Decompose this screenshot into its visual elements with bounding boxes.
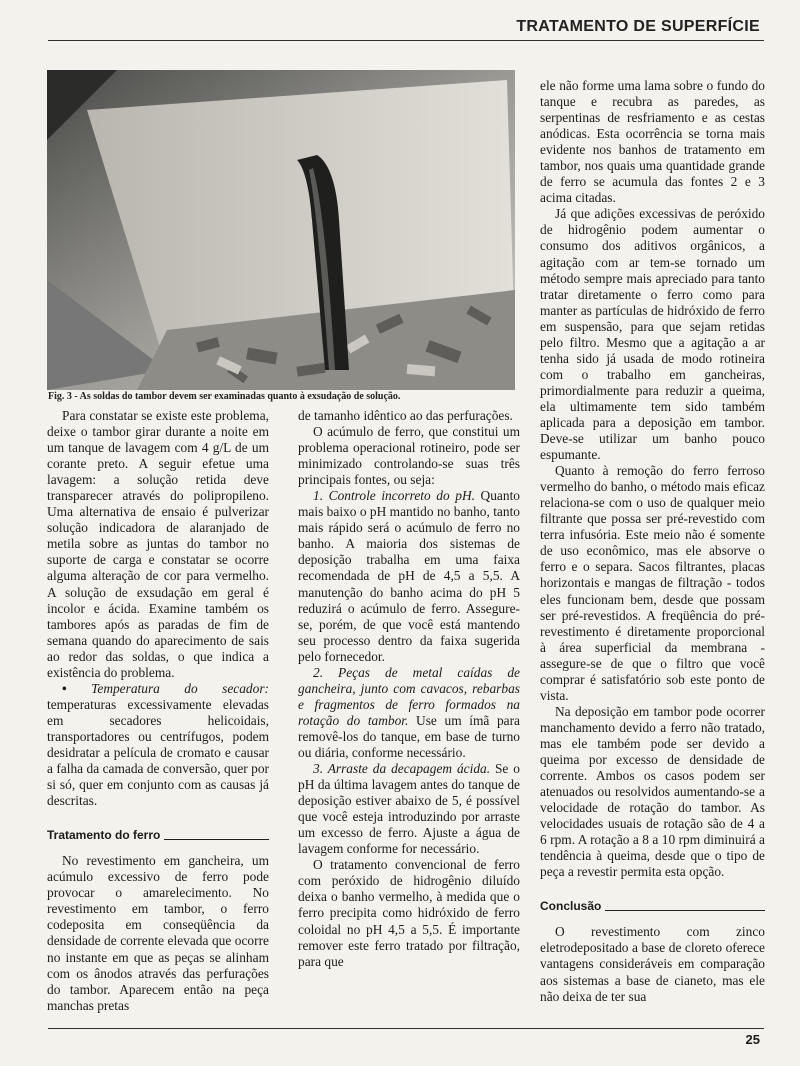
list-item-title: 2. Peças de metal caídas de gancheira, junto com cavacos, rebarbas e fragmentos de ferro formados na rotação do tambor. — [298, 664, 520, 728]
paragraph: O acúmulo de ferro, que constitui um problema operacional rotineiro, pode ser minimizado controlando-se suas três principais fontes, ou seja: — [298, 424, 520, 488]
section-rule — [605, 910, 765, 911]
figure-photo — [47, 70, 515, 390]
column-2 — [298, 408, 520, 970]
footer-rule — [48, 1028, 764, 1029]
paragraph: de tamanho idêntico ao das perfurações. — [298, 408, 513, 423]
bullet-term: Temperatura do secador: — [91, 680, 269, 696]
paragraph: No revestimento em gancheira, um acúmulo excessivo de ferro pode provocar o amarelecimento. No revestimento em tambor, o ferro codeposita em conseqüência da densidade de corrente elevada que ocorre no instante em que as peças se alinham com os ânodos através das perfurações do tambor. Aparecem então na peça manchas pretas — [47, 853, 269, 1013]
section-title: Tratamento do ferro — [47, 828, 161, 843]
paragraph: Quanto à remoção do ferro ferroso vermelho do banho, o método mais eficaz relaciona-se com o uso de qualquer meio filtrante que possa ser pré-revestido com terra infusória. Este meio não é somente de uso econômico, mas ele absorve o ferro e o separa. Sacos filtrantes, placas horizontais e mangas de filtração - todos eles funcionam bem, desde que possam ser pré-revestidos. A freqüência do pré-revestimento é diretamente proporcional à área superficial da membrana - assegure-se de que o filtro que você comprar é satisfatório sob este ponto de vista. — [540, 463, 765, 703]
running-header: TRATAMENTO DE SUPERFÍCIE — [516, 18, 760, 35]
column-3 — [540, 78, 765, 1005]
list-item-2 — [298, 665, 520, 761]
page-number: 25 — [745, 1032, 760, 1047]
section-heading-conclusao — [540, 898, 765, 914]
section-rule — [164, 839, 269, 840]
list-item-body: Quanto mais baixo o pH mantido no banho, tanto mais rápido será o acúmulo de ferro no banho. A maioria dos sistemas de deposição trabalha em uma faixa recomendada de pH de 4,5 a 5,5. A manutenção do banho acima do pH 5 reduzirá o acúmulo de ferro. Assegure-se, porém, de que você está mantendo seu processo dentro da faixa sugerida pelo fornecedor. — [298, 488, 520, 664]
drum-weld-photo — [47, 70, 515, 390]
section-heading-ferro — [47, 827, 269, 843]
list-item-body: Se o pH da última lavagem antes do tanque de deposição estiver abaixo de 5, é possível que você esteja introduzindo por arraste um excesso de ferro. Ajuste a água de lavagem conforme for necessário. — [298, 761, 520, 857]
bullet-body: temperaturas excessivamente elevadas em secadores helicoidais, transportadores ou centrífugos, podem desidratar a película de cromato e causar a falha da camada de conversão, quer por si só, quer em conjunto com as causas já descritas. — [47, 696, 269, 809]
paragraph: ele não forme uma lama sobre o fundo do tanque e recubra as paredes, as serpentinas de resfriamento e as cestas anódicas. Esta ocorrência se torna mais evidente nos banhos de tratamento em tambor, nos quais uma quantidade grande de ferro se acumula das fontes 2 e 3 acima citadas. — [540, 78, 765, 206]
list-item-body: Use um ímã para removê-los do tanque, em base de turno ou diária, conforme necessário. — [298, 712, 521, 760]
paragraph: O tratamento convencional de ferro com peróxido de hidrogênio diluído deixa o banho vermelho, à medida que o ferro precipita como hidróxido de ferro coloidal no pH 4,5 a 5,5. É importante remover este ferro tratado por filtração, para que — [298, 857, 520, 969]
paragraph: O revestimento com zinco eletrodepositado a base de cloreto oferece vantagens consideráveis em comparação aos sistemas a base de cianeto, mas ele não deixa de ter sua — [540, 924, 765, 1004]
list-item-title: 3. Arraste da decapagem ácida. — [313, 761, 491, 777]
column-1 — [47, 408, 269, 1014]
section-title: Conclusão — [540, 899, 602, 914]
paragraph: Na deposição em tambor pode ocorrer manchamento devido a ferro não tratado, mas ele também pode ser devido a queima por excesso de densidade de corrente. Ambos os casos podem ser atenuados ou resolvidos aumentando-se a velocidade de rotação do tambor. As velocidades usuais de rotação são de 4 a 6 rpm. A rotação a 8 a 10 rpm diminuirá a tendência à queima, desde que o tipo de peça a revestir permita esta opção. — [540, 703, 765, 880]
bullet-paragraph — [47, 681, 269, 809]
list-item-title: 1. Controle incorreto do pH. — [313, 488, 475, 504]
figure-caption: Fig. 3 - As soldas do tambor devem ser examinadas quanto à exsudação de solução. — [48, 391, 401, 402]
paragraph: Para constatar se existe este problema, deixe o tambor girar durante a noite em um tanque de lavagem com 4 g/L de um corante preto. A seguir efetue uma lavagem: a solução retida deve transparecer através do polipropileno. Uma alternativa de ensaio é pulverizar solução indicadora de alaranjado de metila sobre as juntas do tambor no suporte de carga e constatar se ocorre alguma alteração de cor para vermelho. A solução de exsudação em geral é incolor e ácida. Examine também os tambores após as paradas de fim de semana quando do aparecimento de sais ao redor das soldas, o que indica a existência do problema. — [47, 408, 269, 680]
header-rule — [48, 40, 764, 41]
bullet-icon: • — [62, 680, 67, 696]
list-item-1 — [298, 488, 520, 665]
paragraph: Já que adições excessivas de peróxido de hidrogênio podem aumentar o consumo dos aditivos orgânicos, a agitação com ar tem-se tornado um método sempre mais apreciado para tanto tratar diretamente o ferro como para manter as partículas de hidróxido de ferro em suspensão, para que sejam retidas pelo filtro. Mesmo que a agitação a ar tenha sido já usada de modo rotineira com o trabalho em gancheiras, primordialmente para reduzir a queima, ela ultimamente tem sido também aplicada para a deposição em tambor. Deve-se utilizar um banho pouco espumante. — [540, 206, 765, 463]
list-item-3 — [298, 761, 520, 857]
